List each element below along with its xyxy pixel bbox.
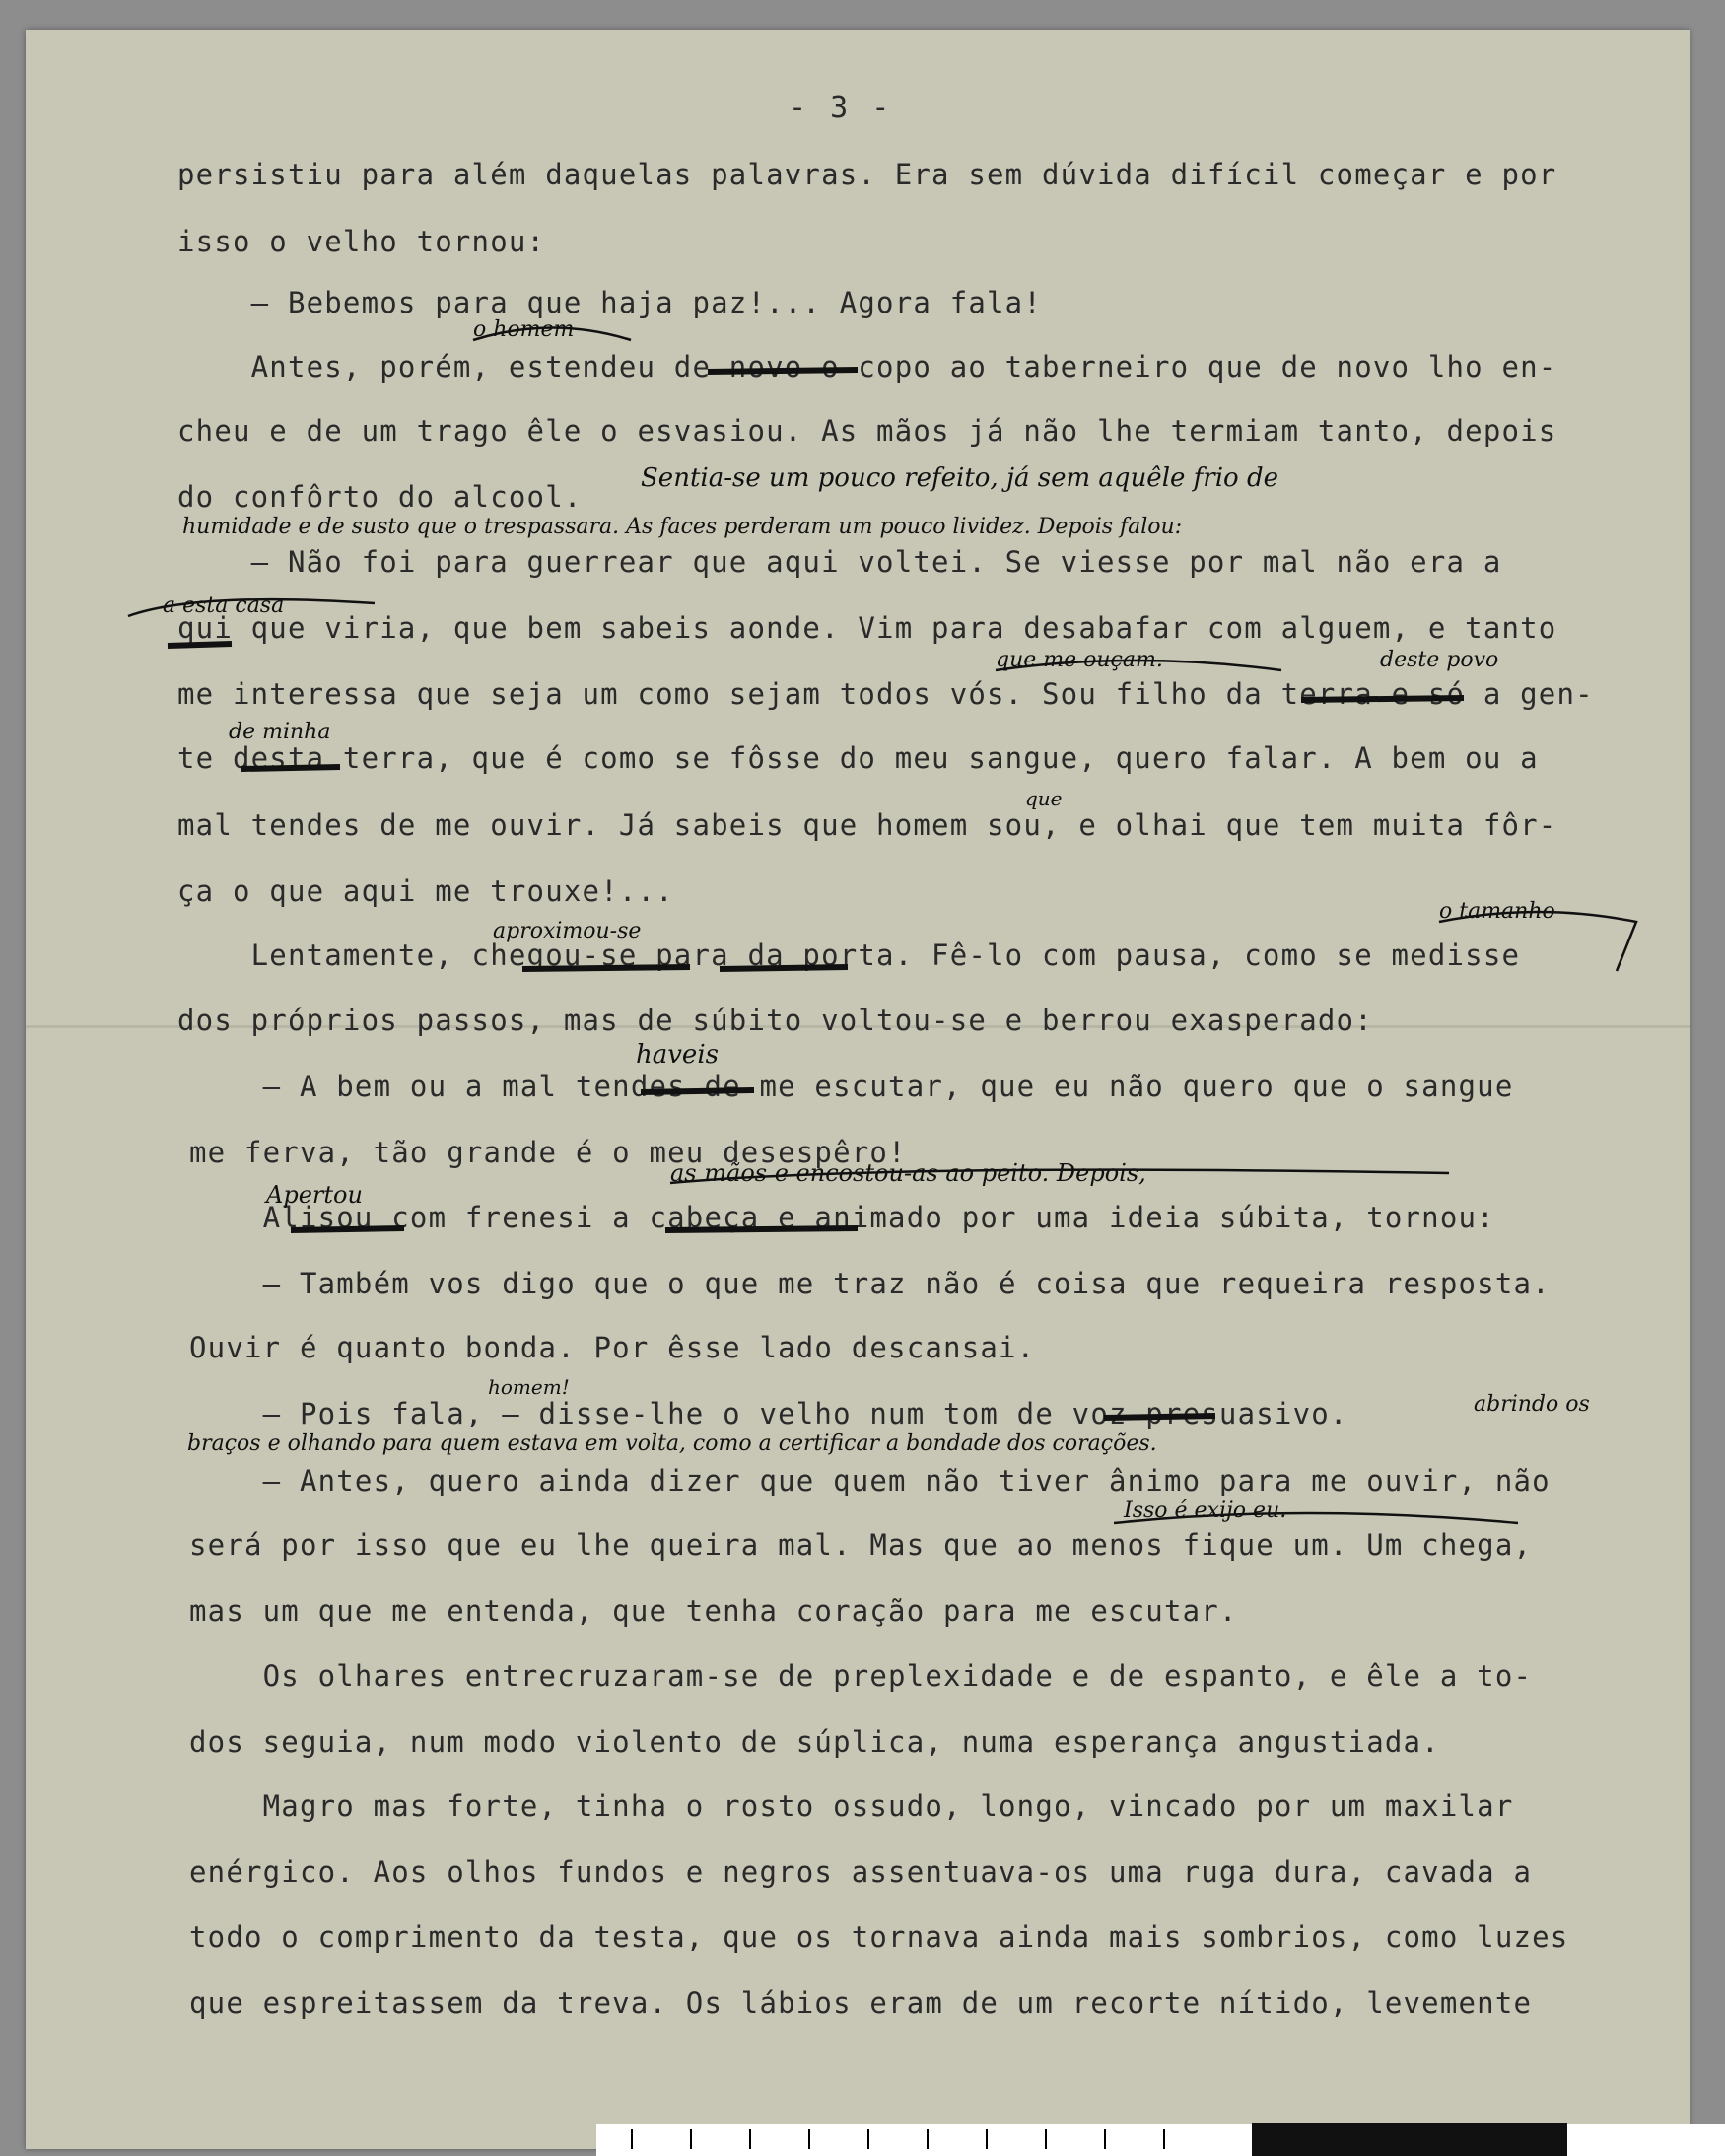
- insert-curve-o-tamanho: [1439, 912, 1636, 971]
- typed-line: Antes, porém, estendeu de novo o copo ao taberneiro que de novo lho en-: [177, 350, 1557, 383]
- typed-line: todo o comprimento da testa, que os tornava ainda mais sombrios, como luzes: [189, 1920, 1569, 1954]
- typed-line: — Pois fala, — disse-lhe o velho num tom de voz presuasivo.: [189, 1397, 1348, 1430]
- annotation-que-me-oucam: que me ouçam.: [996, 648, 1163, 672]
- annotation-o-tamanho: o tamanho: [1439, 899, 1555, 924]
- typed-line: — Bebemos para que haja paz!... Agora fala!: [177, 286, 1042, 319]
- annotation-sentia-line2: humidade e de susto que o trespassara. As faces perderam um pouco lividez. Depois falou:: [182, 515, 1183, 539]
- scale-tick: [927, 2129, 929, 2149]
- typed-line: será por isso que eu lhe queira mal. Mas que ao menos fique um. Um chega,: [189, 1528, 1533, 1562]
- typed-line: me ferva, tão grande é o meu desespêro!: [189, 1136, 907, 1169]
- typed-line: — A bem ou a mal tendes de me escutar, que eu não quero que o sangue: [189, 1070, 1514, 1103]
- typed-line: que espreitassem da treva. Os lábios eram de um recorte nítido, levemente: [189, 1986, 1533, 2020]
- typed-line: — Não foi para guerrear que aqui voltei. Se viesse por mal não era a: [177, 545, 1502, 579]
- annotation-apertou: Apertou: [266, 1181, 363, 1209]
- typed-line: do confôrto do alcool.: [177, 480, 583, 514]
- typed-line: ça o que aqui me trouxe!...: [177, 874, 674, 908]
- scale-tick: [1104, 2129, 1106, 2149]
- scale-tick: [1045, 2129, 1047, 2149]
- page-number: - 3 -: [789, 91, 893, 125]
- annotation-isso-e-exijo-eu: Isso é exijo eu.: [1124, 1498, 1287, 1523]
- scale-tick: [867, 2129, 869, 2149]
- insert-curve-isso: [1114, 1513, 1518, 1523]
- typed-line: te desta terra, que é como se fôsse do meu sangue, quero falar. A bem ou a: [177, 741, 1539, 775]
- annotation-o-homem: o homem: [473, 317, 575, 342]
- scale-tick: [986, 2129, 988, 2149]
- annotation-sentia-line1: Sentia-se um pouco refeito, já sem aquêle frio de: [641, 463, 1278, 493]
- annotation-as-maos: as mãos e encostou-as ao peito. Depois,: [670, 1159, 1146, 1187]
- typed-line: persistiu para além daquelas palavras. Era sem dúvida difícil começar e por: [177, 158, 1557, 191]
- typed-line: Magro mas forte, tinha o rosto ossudo, longo, vincado por um maxilar: [189, 1789, 1514, 1823]
- strike-a-cabeca: [665, 1228, 858, 1230]
- typed-line: mal tendes de me ouvir. Já sabeis que homem sou, e olhai que tem muita fôr-: [177, 808, 1557, 842]
- annotation-bracos: braços e olhando para quem estava em volta, como a certificar a bondade dos corações.: [187, 1431, 1157, 1456]
- annotation-aproximou-se: aproximou-se: [493, 919, 642, 943]
- scale-tick: [690, 2129, 692, 2149]
- annotation-de-minha: de minha: [229, 720, 331, 744]
- typed-line: Alisou com frenesi a cabeça e animado por uma ideia súbita, tornou:: [189, 1201, 1495, 1234]
- annotation-homem: homem!: [488, 1375, 570, 1399]
- scale-tick: [1163, 2129, 1165, 2149]
- strike-tendes: [641, 1090, 754, 1092]
- typed-line: cheu e de um trago êle o esvasiou. As mãos já não lhe termiam tanto, depois: [177, 414, 1557, 448]
- typed-line: enérgico. Aos olhos fundos e negros assentuava-os uma ruga dura, cavada a: [189, 1855, 1533, 1889]
- strike-chegou-se: [522, 967, 690, 969]
- strike-desta: [242, 767, 340, 769]
- strike-alisou: [291, 1228, 404, 1230]
- scale-black-segment: [1252, 2123, 1567, 2156]
- strike-da-terra: [1301, 698, 1464, 700]
- insert-curve-as-maos: [670, 1170, 1449, 1183]
- scale-tick: [808, 2129, 810, 2149]
- annotation-haveis: haveis: [636, 1040, 719, 1070]
- typed-line: mas um que me entenda, que tenha coração para me escutar.: [189, 1594, 1238, 1628]
- typed-line: Os olhares entrecruzaram-se de preplexidade e de espanto, e êle a to-: [189, 1659, 1533, 1693]
- strike-qui: [168, 644, 232, 646]
- typed-line: — Também vos digo que o que me traz não é coisa que requeira resposta.: [189, 1267, 1551, 1300]
- typed-line: qui que viria, que bem sabeis aonde. Vim para desabafar com alguem, e tanto: [177, 611, 1557, 645]
- annotation-abrindo-os: abrindo os: [1474, 1392, 1590, 1417]
- scale-tick: [749, 2129, 751, 2149]
- typed-line: isso o velho tornou:: [177, 225, 546, 258]
- insert-curve-a-esta-casa: [128, 599, 375, 616]
- typed-line: dos seguia, num modo violento de súplica, numa esperança angustiada.: [189, 1725, 1440, 1759]
- typed-line: dos próprios passos, mas de súbito voltou-se e berrou exasperado:: [177, 1004, 1373, 1037]
- scale-tick: [631, 2129, 633, 2149]
- typed-line: — Antes, quero ainda dizer que quem não tiver ânimo para me ouvir, não: [189, 1464, 1551, 1497]
- insert-curve-que-me-oucam: [996, 661, 1281, 670]
- annotation-a-esta-casa: a esta casa: [163, 593, 285, 618]
- typed-line: Ouvir é quanto bonda. Por êsse lado descansai.: [189, 1331, 1036, 1364]
- insert-caret-o-homem: [473, 328, 631, 341]
- annotation-deste-povo: deste povo: [1380, 648, 1499, 672]
- typed-line: me interessa que seja um como sejam todos vós. Sou filho da terra e só a gen-: [177, 677, 1594, 711]
- strike-de-voz: [1104, 1416, 1215, 1418]
- typed-line: Lentamente, chegou-se para da porta. Fê-lo com pausa, como se medisse: [177, 939, 1521, 972]
- strike-para-da: [720, 967, 848, 969]
- annotation-que: que: [1025, 787, 1063, 810]
- strike-de-novo: [708, 370, 858, 372]
